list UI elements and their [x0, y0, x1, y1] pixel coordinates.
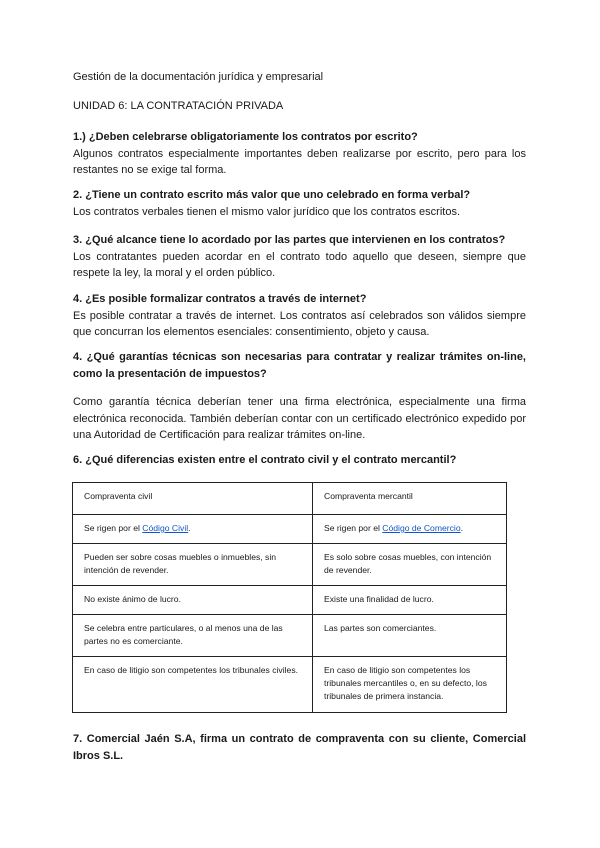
answer-text: Como garantía técnica deberían tener una firma electrónica, especialmente una firma electrónica reconocida. También deberían contar con un certificado electrónico expedido por una Autoridad de Certificación para realizar trámites on-line.: [73, 396, 526, 441]
cell-prefix: Se rigen por el: [324, 523, 383, 533]
table-cell: Las partes son comerciantes.: [313, 615, 507, 657]
table-cell: Es solo sobre cosas muebles, con intención de revender.: [313, 544, 507, 586]
table-cell: Existe una finalidad de lucro.: [313, 586, 507, 615]
table-header-row: [73, 483, 507, 515]
table-row: [73, 515, 507, 544]
question-heading: 1.) ¿Deben celebrarse obligatoriamente los contratos por escrito?: [73, 131, 418, 143]
question-block-3: [73, 232, 526, 282]
cell-prefix: Se rigen por el: [84, 523, 143, 533]
table-header-cell: Compraventa civil: [73, 483, 313, 515]
table-row: [73, 586, 507, 615]
codigo-civil-link[interactable]: Código Civil: [142, 523, 189, 533]
table-row: [73, 657, 507, 713]
table-row: [73, 544, 507, 586]
question-heading: 6. ¿Qué diferencias existen entre el contrato civil y el contrato mercantil?: [73, 454, 457, 466]
table-cell: En caso de litigio son competentes los tribunales mercantiles o, en su defecto, los tribunales de primera instancia.: [313, 657, 507, 713]
question-block-4: [73, 291, 526, 341]
table-cell: En caso de litigio son competentes los tribunales civiles.: [73, 657, 313, 713]
table-cell: Pueden ser sobre cosas muebles o inmuebles, sin intención de revender.: [73, 544, 313, 586]
question-7-heading: 7. Comercial Jaén S.A, firma un contrato de compraventa con su cliente, Comercial Ibros S.L.: [73, 733, 526, 762]
answer-text: Algunos contratos especialmente importantes deben realizarse por escrito, pero para los restantes no se exige tal forma.: [73, 147, 526, 176]
comparison-table: [72, 482, 507, 713]
unit-title: UNIDAD 6: LA CONTRATACIÓN PRIVADA: [73, 100, 284, 112]
table-row: [73, 615, 507, 657]
cell-suffix: .: [460, 523, 464, 533]
table-cell: [313, 515, 507, 544]
question-block-6: [73, 452, 526, 469]
question-heading: 4. ¿Es posible formalizar contratos a través de internet?: [73, 293, 367, 305]
table-cell: Se celebra entre particulares, o al menos una de las partes no es comerciante.: [73, 615, 313, 657]
answer-text: Los contratantes pueden acordar en el contrato todo aquello que deseen, siempre que respete la ley, la moral y el orden público.: [73, 250, 526, 279]
codigo-comercio-link[interactable]: Código de Comercio: [382, 523, 461, 533]
table-cell: No existe ánimo de lucro.: [73, 586, 313, 615]
question-block-1: [73, 129, 526, 179]
question-block-5: [73, 349, 526, 444]
answer-text: Es posible contratar a través de internet. Los contratos así celebrados son válidos siempre que concurran los elementos esenciales: consentimiento, objeto y causa.: [73, 309, 526, 338]
table-cell: [73, 515, 313, 544]
table-header-cell: Compraventa mercantil: [313, 483, 507, 515]
cell-suffix: .: [188, 523, 191, 533]
question-heading: 4. ¿Qué garantías técnicas son necesarias para contratar y realizar trámites on-line, como la presentación de impuestos?: [73, 351, 526, 380]
question-block-2: [73, 187, 526, 220]
question-heading: 2. ¿Tiene un contrato escrito más valor que uno celebrado en forma verbal?: [73, 189, 471, 201]
question-heading: 3. ¿Qué alcance tiene lo acordado por las partes que intervienen en los contratos?: [73, 234, 506, 246]
answer-text: Los contratos verbales tienen el mismo valor jurídico que los contratos escritos.: [73, 205, 461, 218]
subject-title: Gestión de la documentación jurídica y empresarial: [73, 71, 324, 83]
